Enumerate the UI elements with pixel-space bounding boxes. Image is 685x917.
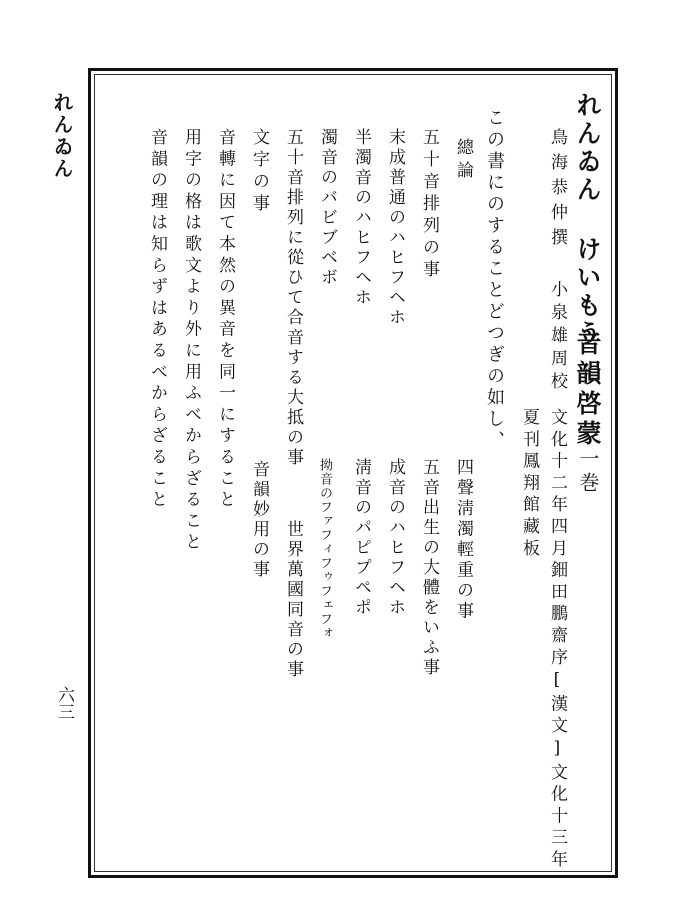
contents-item-right: 五音出生の大體をいふ事: [419, 458, 439, 678]
contents-item-right: 四聲淸濁輕重の事: [453, 458, 473, 622]
contents-item-left: 濁音のバビブベボ: [317, 128, 337, 288]
intro-line: この書にのすることどつぎの如し、: [484, 108, 505, 452]
volume-label: 一巻: [576, 448, 600, 496]
contents-item-left: 半濁音のハヒフヘホ: [351, 128, 371, 308]
contents-item-right: 拗音のファフィフゥフェフォ: [317, 458, 332, 640]
running-head: れんゐん: [50, 92, 74, 180]
contents-item-right: 成音のハヒフヘホ: [385, 458, 405, 618]
contents-item-left: 文字の事: [249, 128, 269, 216]
contents-item-right: 音韻妙用の事: [249, 460, 269, 580]
page-number: 六三: [54, 686, 74, 720]
note-line: 用字の格は歌文より外に用ふべからざること: [181, 128, 201, 554]
note-line: 音轉に因て本然の異音を同一にすること: [215, 128, 235, 512]
colophon-preface: 文化十二年四月鈿田鵬齋序[漢文]文化十三年: [547, 408, 567, 872]
author-name: 鳥海恭仲撰: [547, 128, 567, 253]
contents-item-left: 五十音排列の事: [419, 128, 439, 282]
contents-item-right: 淸音のパピプペポ: [351, 458, 371, 618]
contents-item-left: 總論: [453, 138, 473, 184]
kanji-title: 音韻啓蒙: [573, 330, 602, 450]
contents-item-left: 五十音排列に從ひて合音する大抵の事: [283, 128, 303, 468]
kana-title: れんゐん けいもう: [573, 92, 602, 348]
contents-item-left: 末成普通のハヒフヘホ: [385, 128, 405, 328]
colophon-publisher: 夏刊鳳翔館藏板: [519, 408, 539, 561]
editor-name: 小泉雄周校: [547, 280, 567, 395]
note-line: 音韻の理は知らずはあるべからざること: [147, 128, 167, 512]
contents-item-right: 世界萬國同音の事: [283, 520, 303, 680]
